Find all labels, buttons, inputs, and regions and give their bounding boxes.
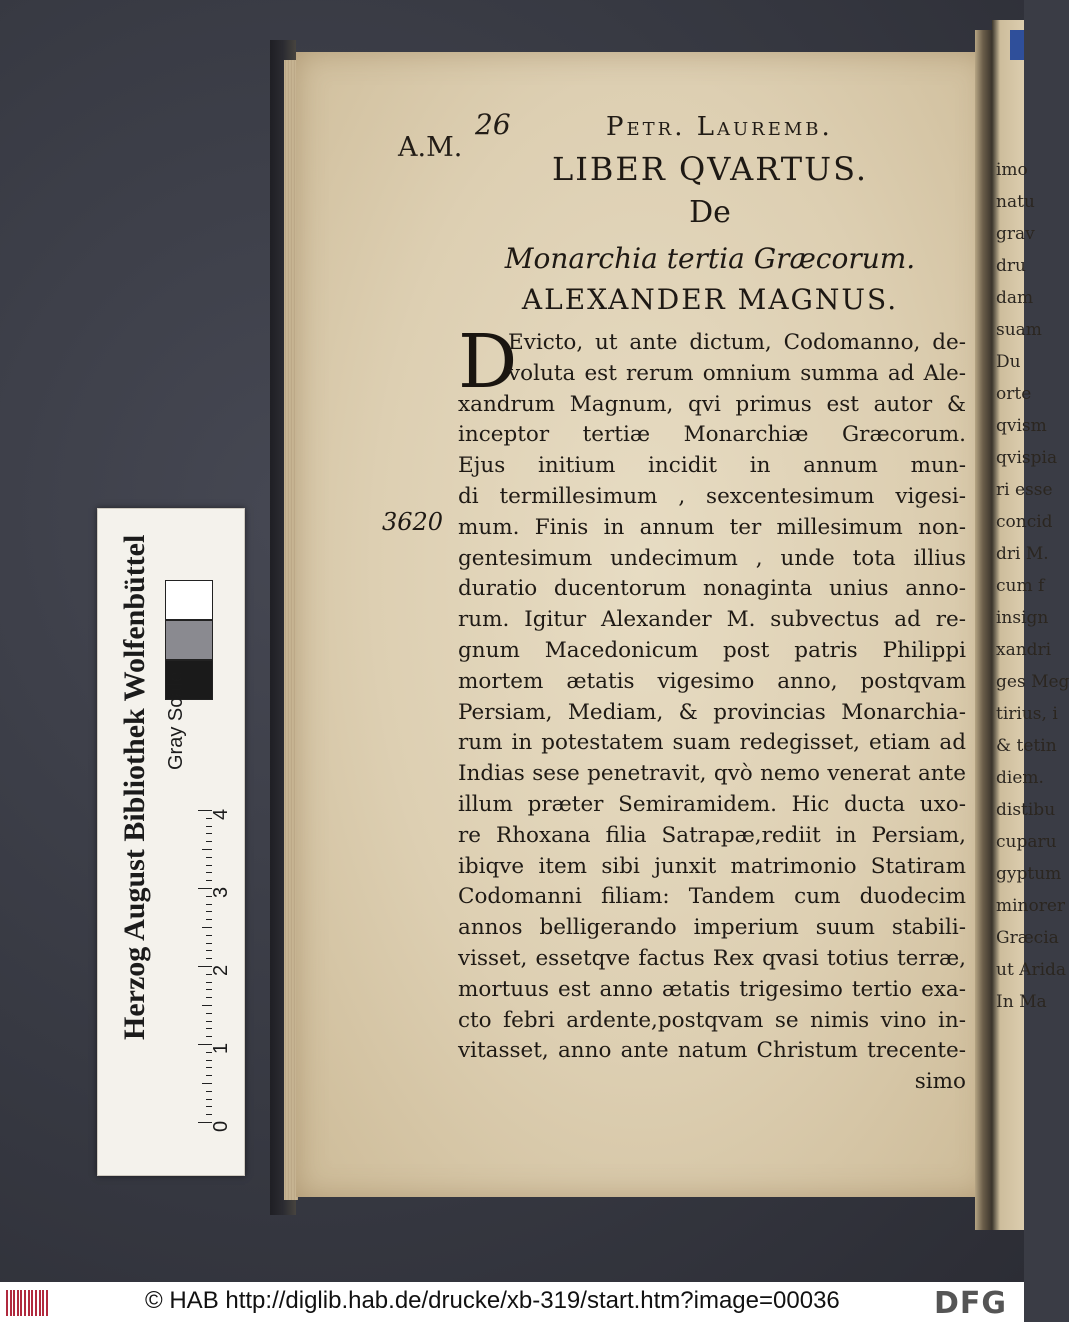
ruler-tick: [206, 1060, 212, 1061]
text-line: voluta est rerum omnium summa ad Ale-: [508, 360, 966, 386]
book-title: LIBER QVARTUS.: [551, 150, 869, 188]
ruler-tick: [206, 1091, 212, 1092]
ruler-tick: [206, 841, 212, 842]
text-line: mortem ætatis vigesimo anno, postqvam: [458, 668, 966, 694]
text-line: vitasset, anno ante natum Christum trecente-: [458, 1038, 966, 1064]
next-page-fragment: concid: [996, 512, 1053, 532]
gray-patch: [165, 620, 213, 660]
ruler-tick: [206, 1028, 212, 1029]
ruler-tick: [206, 935, 212, 936]
next-page-fragment: Du: [996, 352, 1021, 372]
text-line: illum præter Semiramidem. Hic ducta uxo-: [458, 792, 966, 817]
ruler-tick: [206, 1036, 212, 1037]
ruler-tick: [206, 1067, 212, 1068]
text-line: mortuus est anno ætatis trigesimo tertio exa-: [458, 976, 966, 1002]
next-page-fragment: dam: [996, 288, 1034, 308]
barcode-bar: [31, 1290, 33, 1316]
ruler-tick: [206, 1099, 212, 1100]
ruler-number: 0: [210, 1120, 232, 1132]
ruler-tick: [202, 849, 212, 850]
next-page-fragment: cuparu: [996, 832, 1057, 852]
next-page-fragment: orte: [996, 384, 1032, 404]
text-line: gnum Macedonicum post patris Philippi: [458, 638, 966, 663]
ruler-tick: [206, 997, 212, 998]
text-line: rum. Igitur Alexander M. subvectus ad re-: [458, 607, 966, 633]
next-page-fragment: tirius, i: [996, 704, 1058, 724]
gray-scale-label: Gray Scale: [165, 671, 187, 770]
ruler-tick: [206, 865, 212, 866]
ruler-tick: [206, 880, 212, 881]
barcode-bar: [24, 1290, 26, 1316]
ruler-number: 1: [210, 1042, 232, 1054]
text-line: rum in potestatem suam redegisset, etiam ad: [458, 730, 966, 756]
next-page-fragment: insign: [996, 608, 1049, 628]
next-page-fragment: imo: [996, 160, 1028, 180]
ruler-tick: [206, 1106, 212, 1107]
ruler-number: 2: [210, 964, 232, 976]
chapter-heading: ALEXANDER MAGNUS.: [521, 283, 899, 316]
text-line: Ejus initium incidit in annum mun-: [458, 453, 966, 479]
barcode-bar: [46, 1290, 48, 1316]
margin-marker: A.M.: [398, 132, 463, 163]
next-page-fragment: cum f: [996, 576, 1045, 596]
de-heading: De: [689, 195, 731, 230]
ruler-tick: [206, 857, 212, 858]
next-page-fragment: natu: [996, 192, 1035, 212]
ruler-tick: [206, 950, 212, 951]
ruler-number: 4: [210, 808, 232, 820]
footer-bar: [0, 1282, 1024, 1322]
next-page-fragment: diem.: [996, 768, 1044, 788]
hab-barcode-icon: [6, 1290, 48, 1316]
ruler-tick: [206, 1013, 212, 1014]
ruler-tick: [206, 982, 212, 983]
next-page-fragment: xandri: [996, 640, 1052, 660]
institution-name: Herzog August Bibliothek Wolfenbüttel: [118, 534, 151, 1040]
ruler-tick: [206, 958, 212, 959]
text-line: mum. Finis in annum ter millesimum non-: [458, 514, 966, 540]
next-page-fragment: qvism: [996, 416, 1047, 436]
running-head: Petr. Lauremb.: [606, 112, 833, 142]
ruler-tick: [206, 826, 212, 827]
text-line: ibiqve item sibi junxit matrimonio Statiram: [458, 853, 966, 879]
drop-cap: D: [458, 319, 518, 405]
gray-patch: [165, 580, 213, 620]
text-line: gentesimum undecimum , unde tota illius: [458, 545, 966, 571]
barcode-bar: [13, 1290, 15, 1316]
barcode-bar: [6, 1290, 8, 1316]
text-line: simo: [914, 1069, 966, 1095]
margin-year: 3620: [382, 508, 444, 536]
next-page-fragment: Græcia: [996, 928, 1059, 948]
next-page-fragment: ri esse: [996, 480, 1053, 500]
ruler: [170, 800, 210, 1125]
text-line: visset, essetqve factus Rex qvasi totius terræ,: [458, 946, 966, 971]
barcode-bar: [28, 1290, 30, 1316]
next-page-fragment: minorer: [996, 896, 1066, 916]
barcode-bar: [39, 1290, 41, 1316]
ruler-tick: [206, 872, 212, 873]
text-line: re Rhoxana filia Satrapæ,rediit in Persiam,: [458, 822, 966, 848]
ruler-tick: [206, 1075, 212, 1076]
barcode-bar: [20, 1290, 22, 1316]
barcode-bar: [10, 1290, 12, 1316]
text-line: Persiam, Mediam, & provincias Monarchia-: [458, 699, 966, 725]
next-page-fragment: In Ma: [996, 992, 1047, 1012]
ruler-tick: [206, 1021, 212, 1022]
ruler-tick: [202, 927, 212, 928]
ruler-tick: [202, 1005, 212, 1006]
text-line: Codomanni filiam: Tandem cum duodecim: [458, 884, 966, 910]
blue-strip: [1010, 30, 1024, 60]
text-line: Indias sese penetravit, qvò nemo venerat ante: [458, 761, 966, 787]
barcode-bar: [17, 1290, 19, 1316]
text-line: inceptor tertiæ Monarchiæ Græcorum.: [458, 422, 966, 448]
ruler-tick: [206, 1114, 212, 1115]
next-page-fragment: grav: [996, 224, 1035, 244]
next-page-fragment: ut Arida: [996, 960, 1067, 980]
ruler-tick: [206, 833, 212, 834]
next-page-fragment: qvispia: [996, 448, 1058, 468]
text-line: Evicto, ut ante dictum, Codomanno, de-: [508, 330, 966, 355]
subtitle: Monarchia tertia Græcorum.: [504, 242, 916, 275]
next-page-fragment: distibu: [996, 800, 1056, 820]
ruler-tick: [202, 1083, 212, 1084]
page-number: 26: [475, 108, 511, 141]
ruler-tick: [206, 904, 212, 905]
text-line: cto febri ardente,postqvam se nimis vino in-: [458, 1007, 966, 1033]
next-page-fragment: dri M.: [996, 544, 1049, 564]
next-page-fragment: ges Meg: [996, 672, 1069, 692]
ruler-tick: [206, 919, 212, 920]
next-page-strip: [992, 20, 1069, 1230]
ruler-tick: [206, 911, 212, 912]
text-line: annos belligerando imperium suum stabili-: [458, 915, 966, 941]
footer-copyright-link[interactable]: © HAB http://diglib.hab.de/drucke/xb-319/start.htm?image=00036: [145, 1287, 840, 1314]
ruler-tick: [206, 943, 212, 944]
ruler-tick: [206, 989, 212, 990]
dfg-logo: DFG: [934, 1286, 1008, 1321]
text-line: xandrum Magnum, qvi primus est autor &: [458, 391, 966, 417]
ruler-number: 3: [210, 886, 232, 898]
barcode-bar: [42, 1290, 44, 1316]
next-page-fragment: gyptum: [996, 864, 1062, 884]
text-line: duratio ducentorum nonaginta unius anno-: [458, 576, 966, 602]
next-page-fragment: & tetin: [996, 736, 1057, 756]
barcode-bar: [35, 1290, 37, 1316]
next-page-fragment: suam: [996, 320, 1042, 340]
next-page-fragment: dru: [996, 256, 1026, 276]
text-line: di termillesimum , sexcentesimum vigesi-: [458, 484, 966, 509]
